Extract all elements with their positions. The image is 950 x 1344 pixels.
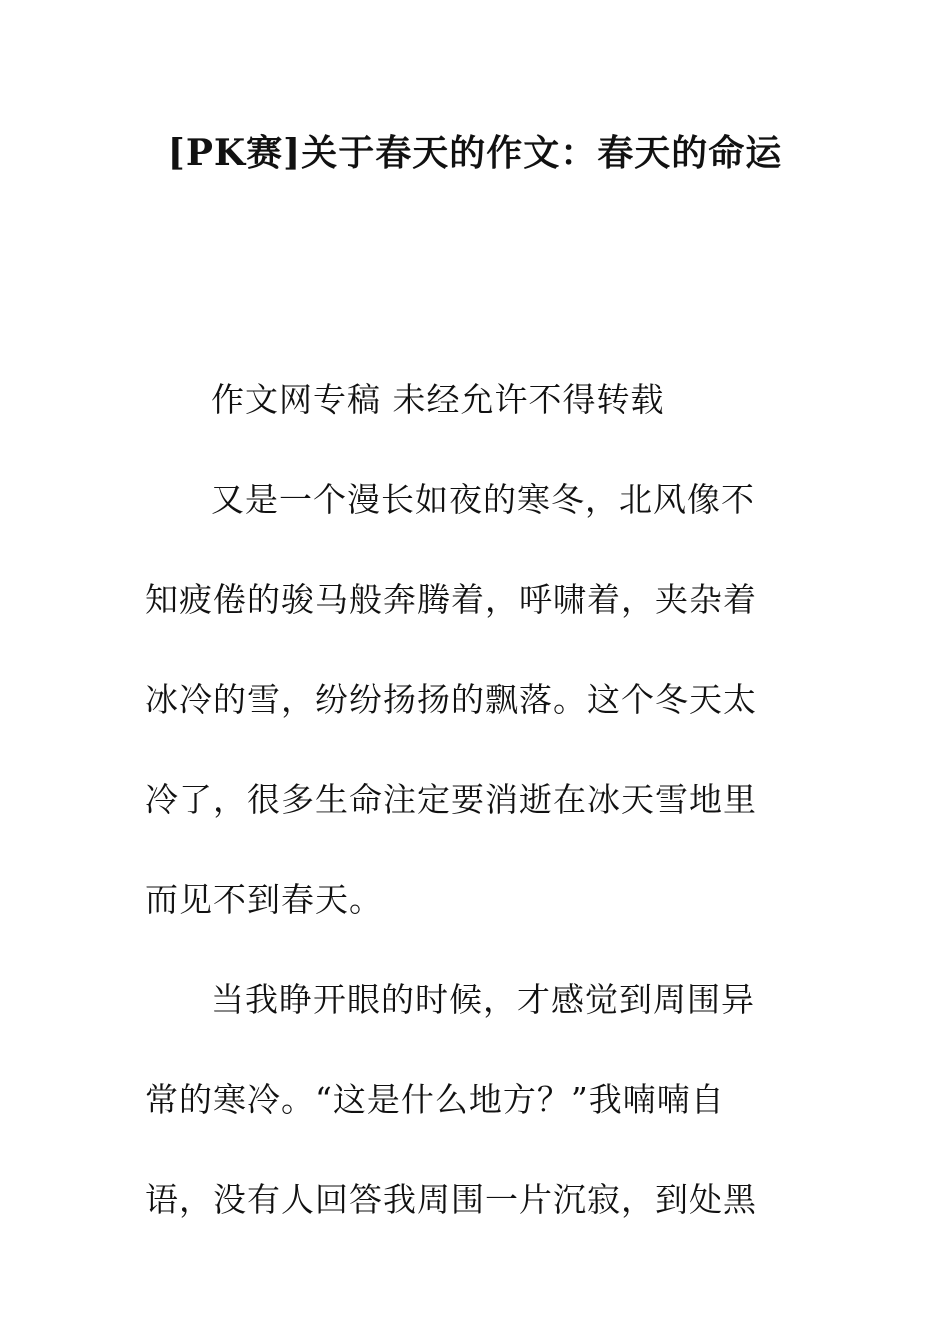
paragraph-text: 当我睁开眼的时候，才感觉到周围异常的寒冷。“这是什么地方？”我喃喃自语，没有人回答我周围一片沉寂，到处黑 bbox=[145, 980, 757, 1219]
source-note-text: 作文网专稿 未经允许不得转载 bbox=[211, 380, 665, 419]
document-title: [PK赛]关于春天的作文：春天的命运 bbox=[167, 132, 783, 174]
source-note bbox=[145, 350, 785, 450]
paragraph-1 bbox=[145, 450, 785, 950]
paragraph-2 bbox=[145, 950, 785, 1250]
paragraph-text: 又是一个漫长如夜的寒冬，北风像不知疲倦的骏马般奔腾着，呼啸着，夹杂着冰冷的雪，纷纷扬扬的飘落。这个冬天太冷了，很多生命注定要消逝在冰天雪地里而见不到春天。 bbox=[145, 480, 757, 919]
